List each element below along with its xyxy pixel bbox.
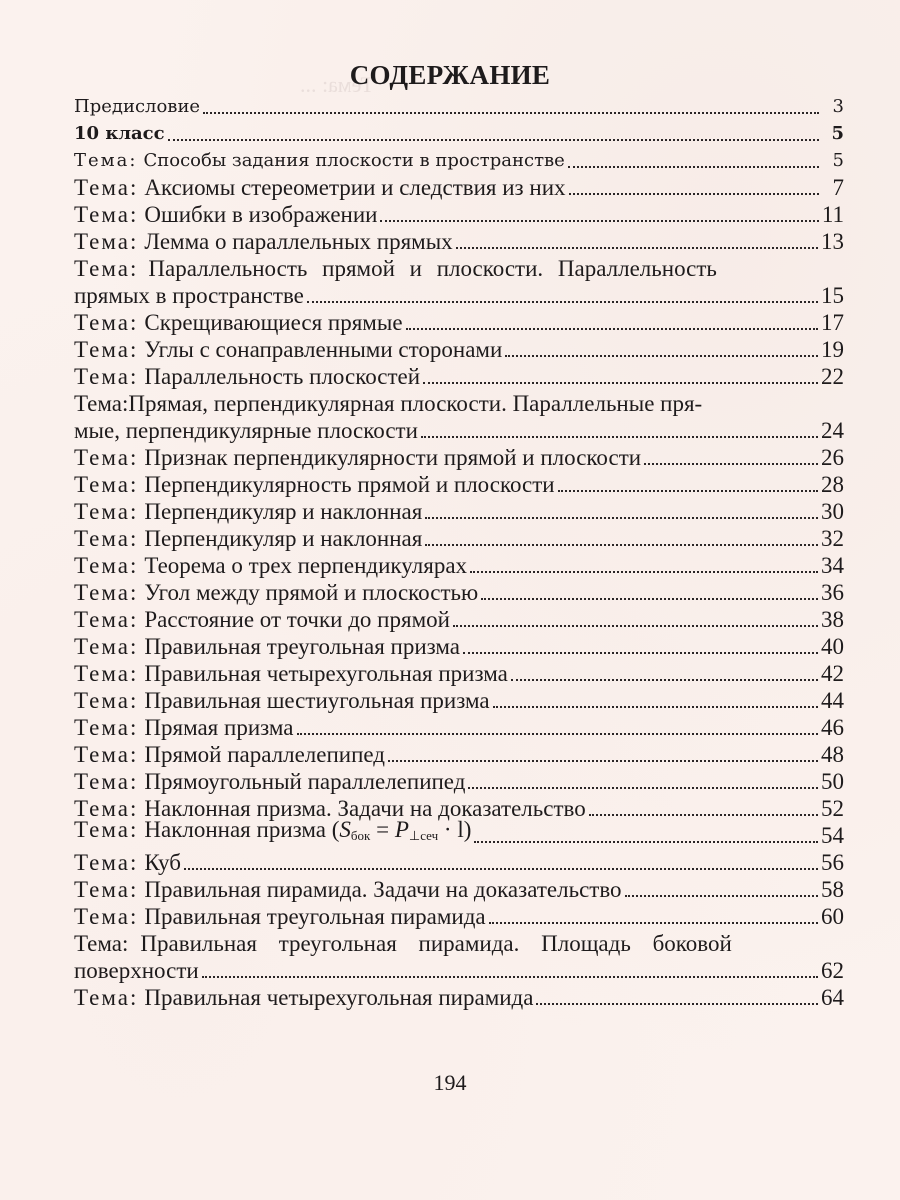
toc-entry-title: Параллельность плоскостей: [144, 364, 421, 389]
dot-leader: [453, 625, 818, 627]
topic-prefix: Тема:: [74, 202, 139, 227]
dot-leader: [456, 247, 818, 249]
dot-leader: [511, 679, 818, 681]
dot-leader: [505, 355, 818, 357]
toc-entry-title-line2: мые, перпендикулярные плоскости: [74, 418, 418, 443]
toc-entry-page: 34: [821, 553, 844, 578]
toc-section-grade-10[interactable]: [74, 120, 844, 147]
toc-entry-page: 38: [821, 607, 844, 632]
topic-prefix: Тема:: [74, 688, 139, 713]
dot-leader: [168, 139, 819, 141]
toc-entry[interactable]: [74, 579, 844, 606]
topic-prefix: Тема:: [74, 877, 139, 902]
toc-entry-title: Предисловие: [74, 96, 201, 117]
topic-prefix: Тема:: [74, 904, 139, 929]
topic-prefix: Тема:: [74, 715, 139, 740]
topic-prefix: Тема:: [74, 391, 129, 416]
toc-entry-page: 36: [821, 580, 844, 605]
toc-entry[interactable]: [74, 174, 844, 201]
toc-entry[interactable]: [74, 201, 844, 228]
toc-entry-title: Теорема о трех перпендикулярах: [144, 553, 468, 578]
toc-entry-page: 46: [821, 715, 844, 740]
toc-entry-title: Наклонная призма (: [144, 817, 340, 842]
toc-entry-title: Прямоугольный параллелепипед: [144, 769, 466, 794]
toc-entry-page: 5: [832, 150, 844, 171]
toc-entry-page: 13: [821, 229, 844, 254]
toc-entry-title: Углы с сонаправленными сторонами: [144, 337, 503, 362]
toc-entry-page: 56: [821, 850, 844, 875]
toc-entry-page: 58: [821, 877, 844, 902]
toc-entry-page: 3: [832, 96, 844, 117]
toc-entry[interactable]: [74, 363, 844, 390]
formula-subscript: бок: [350, 828, 371, 843]
topic-prefix: Тема:: [74, 742, 139, 767]
toc-entry-title: Правильная треугольная призма: [144, 634, 461, 659]
dot-leader: [470, 571, 818, 573]
toc-entry[interactable]: [74, 552, 844, 579]
toc-entry-title-line1: Прямая, перпендикулярная плоскости. Параллельные пря-: [128, 391, 703, 416]
dot-leader: [463, 652, 818, 654]
topic-prefix: Тема:: [74, 769, 139, 794]
toc-entry-title: Скрещивающиеся прямые: [144, 310, 403, 335]
dot-leader: [558, 490, 818, 492]
toc-section-page: 5: [831, 123, 844, 144]
dot-leader: [184, 868, 818, 870]
toc-entry-page: 17: [821, 310, 844, 335]
dot-leader: [380, 220, 818, 222]
topic-prefix: Тема:: [74, 931, 129, 956]
dot-leader: [468, 787, 818, 789]
toc-entry[interactable]: [74, 498, 844, 525]
toc-entry-page: 32: [821, 526, 844, 551]
toc-entry-title: Ошибки в изображении: [144, 202, 378, 227]
dot-leader: [421, 436, 818, 438]
dot-leader: [425, 544, 818, 546]
dot-leader: [569, 193, 819, 195]
toc-entry[interactable]: [74, 876, 844, 903]
dot-leader: [425, 517, 818, 519]
dot-leader: [493, 706, 818, 708]
topic-prefix: Тема:: [74, 150, 138, 171]
topic-prefix: Тема:: [74, 817, 139, 842]
topic-prefix: Тема:: [74, 499, 139, 524]
dot-leader: [474, 841, 818, 843]
dot-leader: [307, 301, 818, 303]
toc-entry-page: 44: [821, 688, 844, 713]
toc-entry[interactable]: [74, 336, 844, 363]
topic-prefix: Тема:: [74, 607, 139, 632]
toc-entry-page: 50: [821, 769, 844, 794]
dot-leader: [568, 166, 819, 168]
toc-entry-preface[interactable]: [74, 93, 844, 120]
toc-entry-title: Прямой параллелепипед: [144, 742, 386, 767]
toc-entry[interactable]: [74, 471, 844, 498]
toc-entry-page: 15: [821, 283, 844, 308]
toc-entry-page: 64: [821, 985, 844, 1010]
toc-entry-title: Правильная четырехугольная пирамида: [144, 985, 534, 1010]
topic-prefix: Тема:: [74, 580, 139, 605]
toc-entry-page: 62: [821, 958, 844, 983]
formula-equals: =: [370, 817, 395, 842]
toc-entry[interactable]: [74, 309, 844, 336]
toc-entry-title: Правильная шестиугольная призма: [144, 688, 490, 713]
toc-entry-title: Лемма о параллельных прямых: [144, 229, 453, 254]
toc-entry-page: 52: [821, 796, 844, 821]
toc-entry-page: 22: [821, 364, 844, 389]
toc-entry-title: Перпендикуляр и наклонная: [144, 526, 423, 551]
toc-entry-title: Способы задания плоскости в пространстве: [143, 150, 565, 171]
toc-section-title: 10 класс: [74, 123, 165, 144]
toc-entry[interactable]: [74, 228, 844, 255]
formula-symbol-s: S: [339, 817, 351, 842]
toc-entry-page: 7: [832, 175, 844, 200]
topic-prefix: Тема:: [74, 634, 139, 659]
topic-prefix: Тема:: [74, 256, 139, 281]
toc-entry-title: Перпендикулярность прямой и плоскости: [144, 472, 555, 497]
toc-entry-formula[interactable]: [74, 817, 844, 849]
table-of-contents: [74, 93, 844, 1011]
page-title: СОДЕРЖАНИЕ: [349, 60, 551, 90]
toc-entry[interactable]: [74, 444, 844, 471]
topic-prefix: Тема:: [74, 472, 139, 497]
toc-entry[interactable]: [74, 903, 844, 930]
dot-leader: [388, 760, 818, 762]
toc-entry-page: 26: [821, 445, 844, 470]
toc-entry-title: Наклонная призма. Задачи на доказательство: [144, 796, 586, 821]
toc-entry[interactable]: [74, 984, 844, 1011]
dot-leader: [481, 598, 818, 600]
topic-prefix: Тема:: [74, 526, 139, 551]
toc-entry-title: Правильная четырехугольная призма: [144, 661, 508, 686]
toc-entry-title: Угол между прямой и плоскостью: [144, 580, 479, 605]
toc-entry-page: 60: [821, 904, 844, 929]
formula-symbol-p: P: [394, 817, 409, 842]
toc-entry[interactable]: [74, 606, 844, 633]
dot-leader: [406, 328, 818, 330]
toc-entry-title: Расстояние от точки до прямой: [144, 607, 450, 632]
toc-entry[interactable]: [74, 633, 844, 660]
show-through-text: Тема: ...: [300, 72, 375, 97]
toc-entry[interactable]: [74, 849, 844, 876]
toc-entry-title-line2: прямых в пространстве: [74, 283, 304, 308]
dot-leader: [489, 922, 818, 924]
dot-leader: [423, 382, 818, 384]
toc-entry[interactable]: [74, 525, 844, 552]
toc-entry-title-line2: поверхности: [74, 958, 199, 983]
dot-leader: [536, 1003, 818, 1005]
toc-entry-title: Признак перпендикулярности прямой и плоскости: [144, 445, 642, 470]
dot-leader: [202, 976, 818, 978]
page-number: 194: [433, 1070, 467, 1095]
toc-entry-page: 11: [821, 202, 844, 227]
toc-entry[interactable]: [74, 687, 844, 714]
toc-entry[interactable]: [74, 741, 844, 768]
toc-entry-page: 30: [821, 499, 844, 524]
toc-entry-multiline[interactable]: [74, 255, 844, 309]
formula-subscript: ⊥сеч: [408, 828, 439, 843]
toc-entry-page: 19: [821, 337, 844, 362]
topic-prefix: Тема:: [74, 985, 139, 1010]
toc-entry-title: Перпендикуляр и наклонная: [144, 499, 423, 524]
toc-entry[interactable]: [74, 660, 844, 687]
topic-prefix: Тема:: [74, 553, 139, 578]
toc-entry-title: Правильная треугольная пирамида: [144, 904, 486, 929]
dot-leader: [203, 112, 819, 114]
toc-entry[interactable]: [74, 147, 844, 174]
toc-entry-multiline[interactable]: [74, 390, 844, 444]
dot-leader: [644, 463, 818, 465]
topic-prefix: Тема:: [74, 337, 139, 362]
dot-leader: [625, 895, 818, 897]
toc-entry-title: Правильная пирамида. Задачи на доказательство: [144, 877, 622, 902]
topic-prefix: Тема:: [74, 364, 139, 389]
toc-entry-page: 42: [821, 661, 844, 686]
dot-leader: [589, 814, 818, 816]
toc-entry-page: 24: [821, 418, 844, 443]
topic-prefix: Тема:: [74, 310, 139, 335]
toc-entry-page: 54: [821, 823, 844, 848]
toc-entry[interactable]: [74, 768, 844, 795]
toc-entry[interactable]: [74, 714, 844, 741]
toc-entry-multiline[interactable]: [74, 930, 844, 984]
toc-entry-page: 28: [821, 472, 844, 497]
toc-entry-page: 40: [821, 634, 844, 659]
topic-prefix: Тема:: [74, 796, 139, 821]
dot-leader: [297, 733, 819, 735]
toc-entry-title-line1: Правильная треугольная пирамида. Площадь боковой: [140, 931, 732, 956]
topic-prefix: Тема:: [74, 445, 139, 470]
formula-rest: · l): [438, 817, 472, 842]
topic-prefix: Тема:: [74, 850, 139, 875]
toc-entry-title: Прямая призма: [144, 715, 294, 740]
topic-prefix: Тема:: [74, 175, 139, 200]
toc-entry-title-line1: Параллельность прямой и плоскости. Параллельность: [148, 256, 717, 281]
toc-entry-page: 48: [821, 742, 844, 767]
topic-prefix: Тема:: [74, 229, 139, 254]
toc-entry-title: Куб: [144, 850, 181, 875]
topic-prefix: Тема:: [74, 661, 139, 686]
toc-entry-title: Аксиомы стереометрии и следствия из них: [144, 175, 566, 200]
